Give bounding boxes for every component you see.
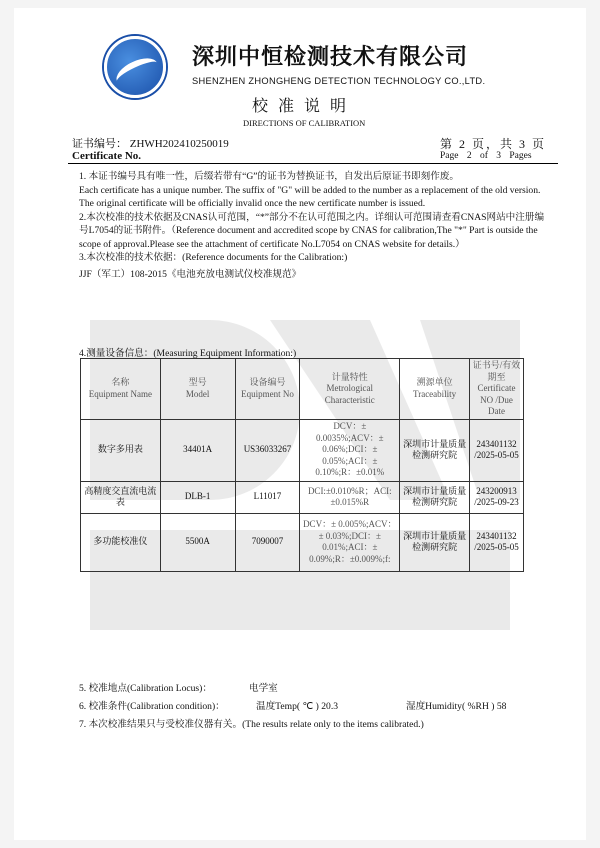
table-header bbox=[81, 359, 524, 420]
table-cell: US36033267 bbox=[235, 419, 300, 481]
document-title-en: DIRECTIONS OF CALIBRATION bbox=[243, 118, 366, 128]
header-en: Model bbox=[185, 388, 210, 399]
note-2: 2.本次校准的技术依据及CNAS认可范围，“*”部分不在认可范围之内。详细认可范围请查看CNAS网站中注册编号L7054的证书附件。（Reference document and accredited scope by CNAS for calibration,The "*" Part is outside the scope of approval.Please see the attachment of certificate No.L7054 on CNAS website for details.） bbox=[79, 211, 545, 250]
column-header bbox=[400, 359, 470, 420]
table-cell: DCV：± 0.0035%;ACV：± 0.06%;DCI：± 0.05%;ACI：± 0.10%;R：±0.01% bbox=[300, 419, 400, 481]
table-cell: 深圳市计量质量检测研究院 bbox=[400, 513, 470, 571]
header-cn: 溯源单位 bbox=[416, 377, 453, 388]
table-cell: 243401132 /2025-05-05 bbox=[470, 513, 524, 571]
table-cell: 7090007 bbox=[235, 513, 300, 571]
company-name-en: SHENZHEN ZHONGHENG DETECTION TECHNOLOGY CO.,LTD. bbox=[192, 76, 486, 86]
header-en: Metrological Characteristic bbox=[324, 383, 375, 405]
table-cell: DCI:±0.010%R；ACI:±0.015%R bbox=[300, 481, 400, 513]
note-1-cn: 1. 本证书编号具有唯一性，后缀若带有“G”的证书为替换证书，自发出后原证书即刻作废。 bbox=[79, 171, 460, 182]
header-en: Equipment No bbox=[241, 388, 294, 399]
company-logo bbox=[104, 36, 166, 98]
note-1-en: Each certificate has a unique number. The suffix of "G" will be added to the number as a replacement of the old version. The original certificate will be officially invalid once the new certificate number is issued. bbox=[79, 184, 541, 209]
header-cn: 型号 bbox=[188, 377, 207, 388]
header-cn: 证书号/有效期至 bbox=[472, 360, 521, 382]
header-en: Certificate NO /Due Date bbox=[477, 383, 516, 416]
humidity: 湿度Humidity( %RH ) 58 bbox=[406, 701, 507, 712]
page-indicator-en: Page 2 of 3 Pages bbox=[440, 151, 532, 161]
header-cn: 设备编号 bbox=[249, 377, 286, 388]
table-row bbox=[81, 419, 524, 481]
locus-value: 电学室 bbox=[249, 683, 278, 694]
table-cell: 243200913 /2025-09-23 bbox=[470, 481, 524, 513]
header-en: Equipment Name bbox=[88, 388, 152, 399]
equipment-section-title: 4.测量设备信息：(Measuring Equipment Information:) bbox=[79, 348, 297, 359]
table-cell: DCV：± 0.005%;ACV：± 0.03%;DCI：± 0.01%;ACI：± 0.09%;R：±0.009%;f: bbox=[300, 513, 400, 571]
header-cn: 名称 bbox=[111, 377, 130, 388]
table-row bbox=[81, 481, 524, 513]
cert-label-en: Certificate No. bbox=[72, 150, 142, 162]
table-cell: DLB-1 bbox=[160, 481, 235, 513]
footer-info bbox=[79, 680, 506, 734]
table-cell: 深圳市计量质量检测研究院 bbox=[400, 419, 470, 481]
cert-label-cn: 证书编号： bbox=[72, 138, 127, 150]
equipment-table bbox=[80, 358, 524, 572]
note-3: 3.本次校准的技术依据：(Reference documents for the Calibration:) bbox=[79, 252, 348, 263]
column-header bbox=[235, 359, 300, 420]
column-header bbox=[160, 359, 235, 420]
header-en: Traceability bbox=[413, 388, 457, 399]
column-header bbox=[300, 359, 400, 420]
table-cell: 高精度交直流电流表 bbox=[81, 481, 161, 513]
company-name-cn: 深圳中恒检测技术有限公司 bbox=[192, 45, 469, 70]
certificate-number bbox=[72, 135, 229, 151]
column-header bbox=[470, 359, 524, 420]
header-cn: 计量特性 bbox=[331, 371, 368, 382]
table-cell: 34401A bbox=[160, 419, 235, 481]
table-cell: 243401132 /2025-05-05 bbox=[470, 419, 524, 481]
temperature: 温度Temp( ℃ ) 20.3 bbox=[256, 701, 339, 712]
reference-standard: JJF（军工）108-2015《电池充放电测试仪校准规范》 bbox=[79, 268, 302, 280]
divider bbox=[68, 163, 558, 164]
document-title-cn: 校准说明 bbox=[252, 96, 357, 115]
page-indicator-cn: 第 2 页，共 3 页 bbox=[440, 137, 547, 151]
condition-label: 6. 校准条件(Calibration condition)： bbox=[79, 701, 225, 712]
column-header bbox=[81, 359, 161, 420]
table-cell: 5500A bbox=[160, 513, 235, 571]
locus-label: 5. 校准地点(Calibration Locus)： bbox=[79, 683, 212, 694]
table-cell: 多功能校准仪 bbox=[81, 513, 161, 571]
table-cell: 数字多用表 bbox=[81, 419, 161, 481]
table-row bbox=[81, 513, 524, 571]
table-cell: 深圳市计量质量检测研究院 bbox=[400, 481, 470, 513]
table-cell: L11017 bbox=[235, 481, 300, 513]
note-7: 7. 本次校准结果只与受校准仪器有关。(The results relate only to the items calibrated.) bbox=[79, 719, 424, 730]
cert-number-value: ZHWH202410250019 bbox=[129, 138, 229, 150]
notes bbox=[79, 170, 549, 281]
